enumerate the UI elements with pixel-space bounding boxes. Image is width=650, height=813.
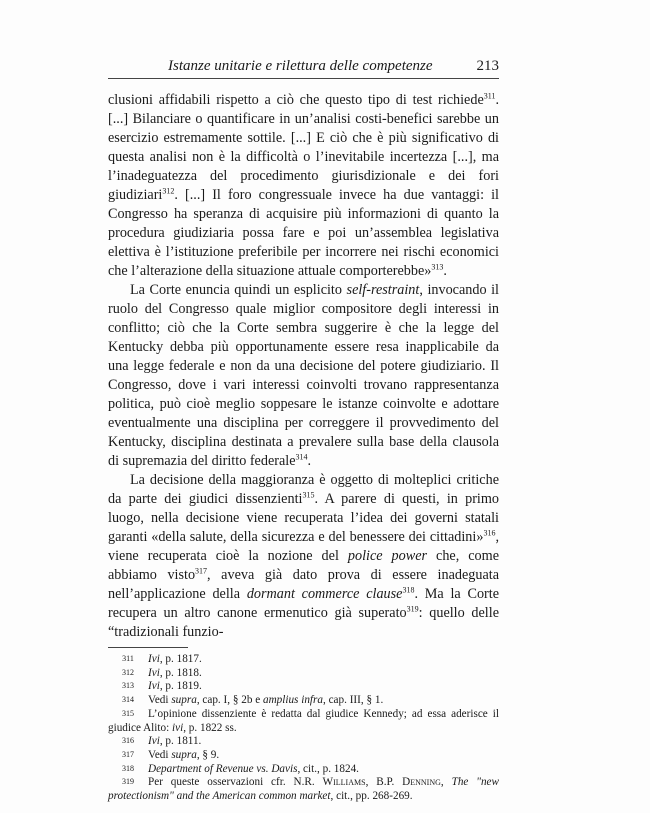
footnote-ref[interactable]: 311 [483,91,496,101]
running-title: Istanze unitarie e rilettura delle competenze [168,58,433,74]
paragraph-3: La decisione della maggioranza è oggetto di molteplici critiche da parte dei giudici dissenzienti$^{315}$. A parere di questi, in primo luogo, nella decisione viene recuperata l’idea dei governi statali garanti «della salute, della sicurezza e del benessere dei cittadini»$^{316}$, viene recuperata cioè la nozione del police power che, come abbiamo visto$^{317}$, aveva già dato prova di essere inadeguata nell’applicazione della dormant commerce clause$^{318}$. Ma la Corte recupera un altro canone ermenutico già superato$^{319}$: quello delle “tradizionali funzio- [108,472,500,640]
footnote-312: 312 Ivi, p. 1818. [122,666,202,679]
body-text [108,91,499,642]
footnote-315: 315 L’opinione dissenziente è redatta dal giudice Kennedy; ad essa aderisce il giudice Alito: ivi, p. 1822 ss. [108,707,499,734]
footnotes [108,653,499,804]
footnote-313: 313 Ivi, p. 1819. [122,680,202,693]
paragraph-1: clusioni affidabili rispetto a ciò che questo tipo di test richiede$^{311}$. [...] Bilanciare o quantificare in un’analisi costi-benefici sarebbe un esercizio estremamente sottile. [...] E ciò che è più significativo di questa analisi non è la difficoltà o l’inevitabile incertezza [...], ma l’inadeguatezza del procedimento giurisdizionale e dei fori giudiziari$^{312}$. [...] Il foro congressuale invece ha due vantaggi: il Congresso ha speranza di acquisire più informazioni di quanto la procedura giudiziaria possa fare e poi un’assemblea legislativa elettiva è l’istituzione preferibile per incorrere nei rischi economici che l’alterazione della situazione attuale comporterebbe»$^{313}$. [108,91,499,279]
book-page [108,58,499,804]
page-number: 213 [476,58,499,74]
footnote-divider [108,647,188,648]
footnote-ref[interactable]: 312 [162,186,175,196]
footnote-ref[interactable]: 313 [431,262,444,272]
footnote-ref[interactable]: 316 [483,528,496,538]
footnote-ref[interactable]: 314 [295,452,308,462]
footnote-ref[interactable]: 315 [302,490,315,500]
footnote-316: 316 Ivi, p. 1811. [122,735,202,748]
footnote-317: 317 Vedi supra, § 9. [122,748,220,761]
running-head [108,58,499,79]
footnote-318: 318 Department of Revenue vs. Davis, cit., p. 1824. [122,762,359,775]
footnote-ref[interactable]: 318 [402,585,415,595]
footnote-ref[interactable]: 317 [195,566,208,576]
footnote-319: 319 Per queste osservazioni cfr. N.R. Williams, B.P. Denning, The "new protectionism" and the American common market, cit., pp. 268-269. [108,776,499,803]
footnote-311: 311 Ivi, p. 1817. [122,653,202,665]
footnote-314: 314 Vedi supra, cap. I, § 2b e amplius infra, cap. III, § 1. [122,694,384,707]
paragraph-2: La Corte enuncia quindi un esplicito self-restraint, invocando il ruolo del Congresso quale miglior compositore degli interessi in conflitto; ciò che la Corte sembra suggerire è che la legge del Kentucky debba più opportunamente essere resa inapplicabile da una legge federale e non da una decisione del potere giudiziario. Il Congresso, dove i vari interessi coinvolti trovano rappresentanza politica, può cioè meglio soppesare le istanze coinvolte e adottare eventualmente una disciplina per correggere il provvedimento del Kentucky, disciplina destinata a prevalere sulla base della clausola di supremazia del diritto federale$^{314}$. [108,282,499,469]
footnote-ref[interactable]: 319 [406,604,419,614]
